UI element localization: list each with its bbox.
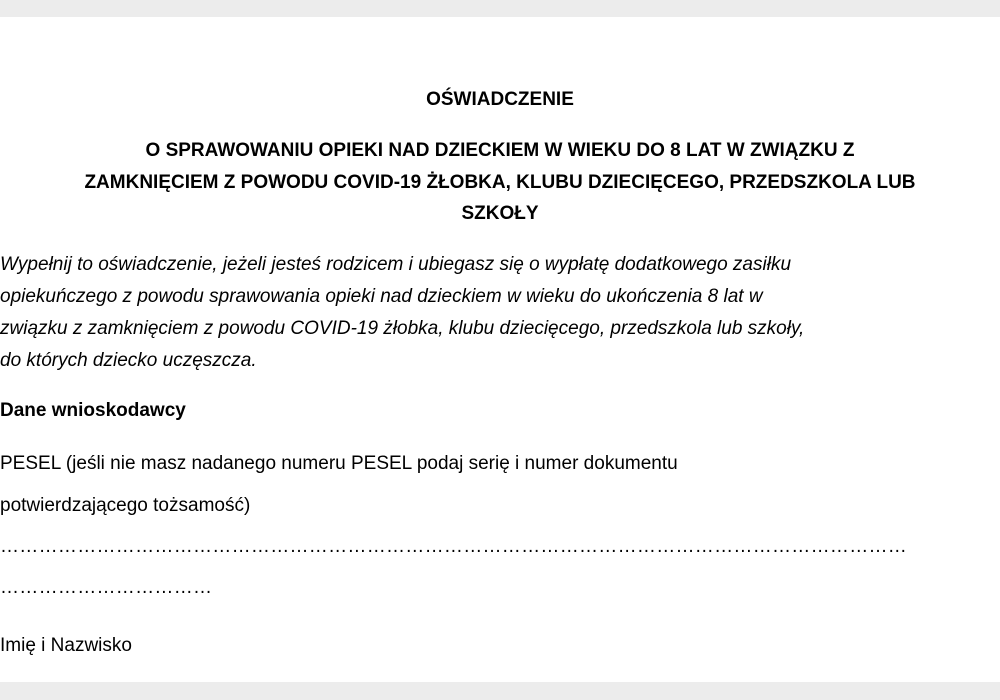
document-page <box>0 17 1000 682</box>
pesel-fill-line-1[interactable]: …………………………………………………………………………………………………………………………… <box>0 536 908 557</box>
name-label: Imię i Nazwisko <box>0 635 132 656</box>
pesel-label-line-2: potwierdzającego tożsamość) <box>0 495 251 516</box>
pesel-fill-line-2[interactable]: …………………………… <box>0 577 213 598</box>
subtitle-line-2: ZAMKNIĘCIEM Z POWODU COVID-19 ŻŁOBKA, KLUBU DZIECIĘCEGO, PRZEDSZKOLA LUB <box>84 172 916 193</box>
pesel-label-line-1: PESEL (jeśli nie masz nadanego numeru PESEL podaj serię i numer dokumentu <box>0 453 678 474</box>
instruction-line-4: do których dziecko uczęszcza. <box>0 350 257 371</box>
section-heading-applicant: Dane wnioskodawcy <box>0 400 186 421</box>
instruction-line-2: opiekuńczego z powodu sprawowania opieki nad dzieckiem w wieku do ukończenia 8 lat w <box>0 286 763 307</box>
document-title: OŚWIADCZENIE <box>426 89 574 110</box>
instruction-line-3: związku z zamknięciem z powodu COVID-19 żłobka, klubu dziecięcego, przedszkola lub szkoły, <box>0 318 805 339</box>
subtitle-line-3: SZKOŁY <box>461 203 539 224</box>
subtitle-line-1: O SPRAWOWANIU OPIEKI NAD DZIECKIEM W WIEKU DO 8 LAT W ZWIĄZKU Z <box>145 140 855 161</box>
instruction-line-1: Wypełnij to oświadczenie, jeżeli jesteś rodzicem i ubiegasz się o wypłatę dodatkowego zasiłku <box>0 254 792 275</box>
